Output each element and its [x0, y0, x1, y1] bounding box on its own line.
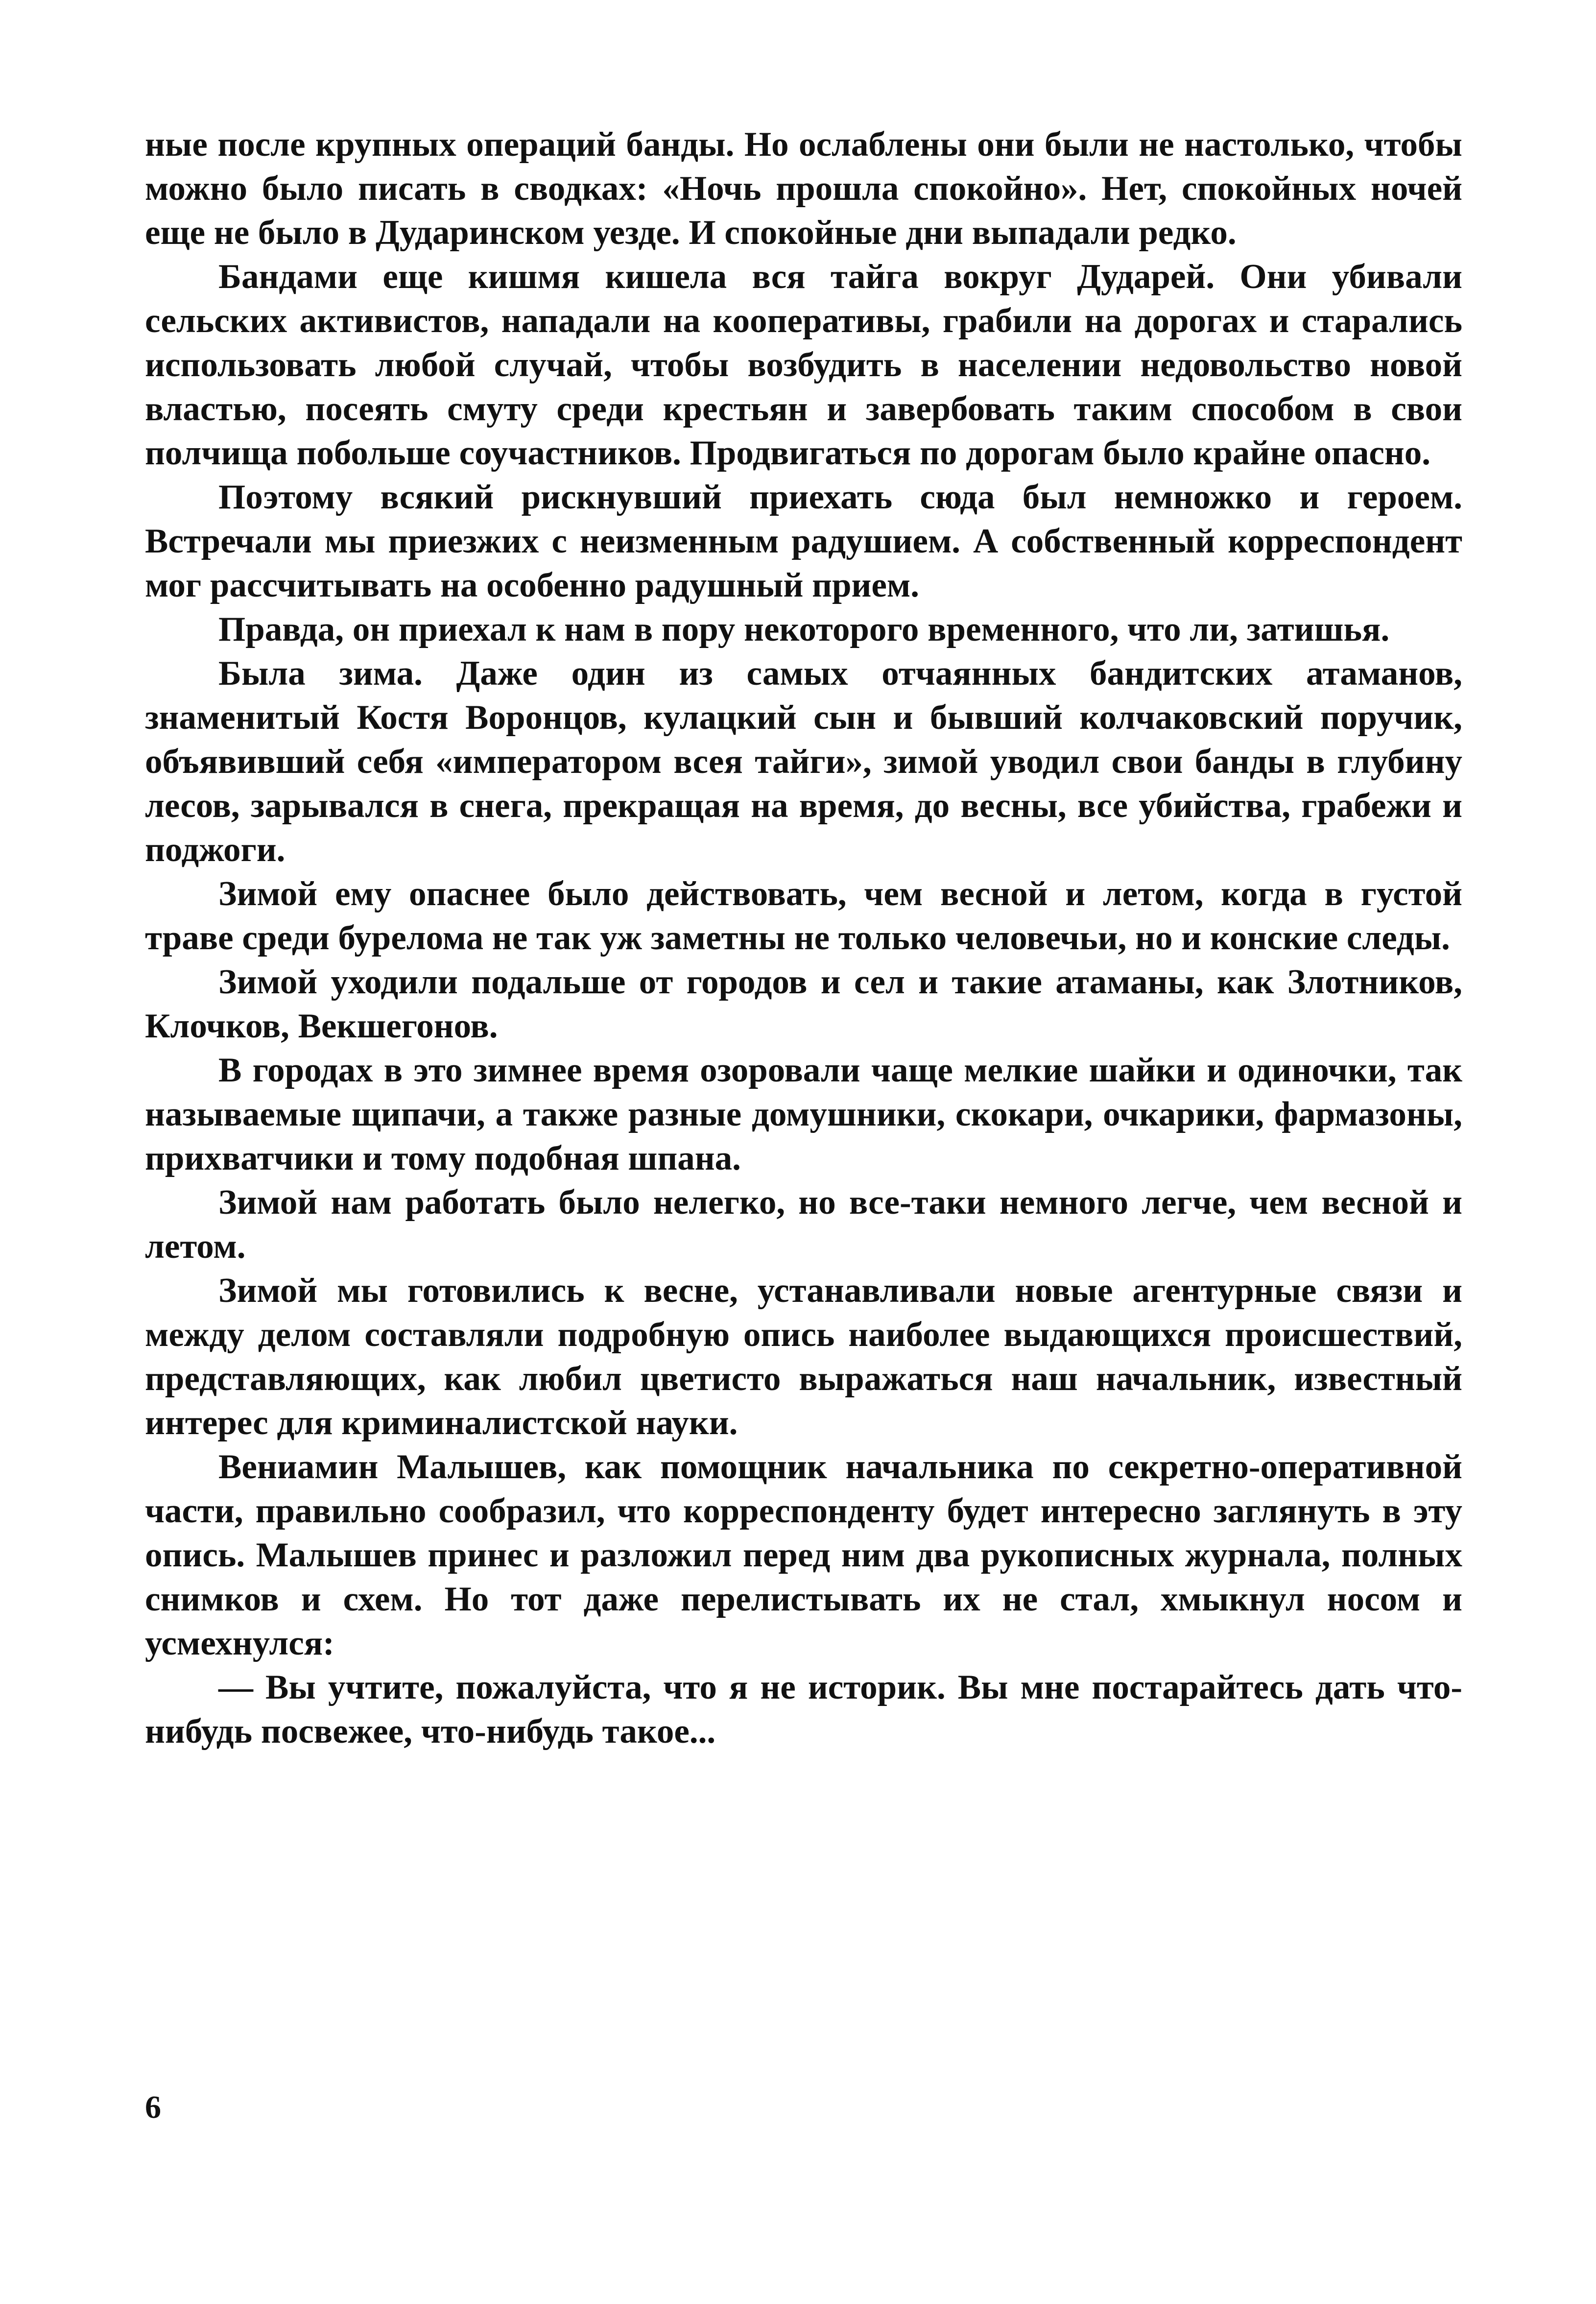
body-text	[145, 122, 1462, 1753]
paragraph: Бандами еще кишмя кишела вся тайга вокруг Дударей. Они убивали сельских активистов, нападали на кооперативы, грабили на дорогах и старались использовать любой случай, чтобы возбудить в населении недовольство новой властью, посеять смуту среди крестьян и завербовать таким способом в свои полчища побольше соучастников. Продвигаться по дорогам было крайне опасно.	[145, 258, 1462, 472]
paragraph: Зимой мы готовились к весне, устанавливали новые агентурные связи и между делом составляли подробную опись наиболее выдающихся происшествий, представляющих, как любил цветисто выражаться наш начальник, известный интерес для криминалистской науки.	[145, 1272, 1462, 1442]
paragraph-dialogue: — Вы учтите, пожалуйста, что я не историк. Вы мне постарайтесь дать что-нибудь посвежее, что-нибудь такое...	[145, 1668, 1462, 1751]
paragraph: Поэтому всякий рискнувший приехать сюда был немножко и героем. Встречали мы приезжих с неизменным радушием. А собственный корреспондент мог рассчитывать на особенно радушный прием.	[145, 478, 1462, 604]
paragraph: В городах в это зимнее время озоровали чаще мелкие шайки и одиночки, так называемые щипачи, а также разные домушники, скокари, очкарики, фармазоны, прихватчики и тому подобная шпана.	[145, 1051, 1462, 1177]
paragraph: Правда, он приехал к нам в пору некоторого временного, что ли, затишья.	[218, 610, 1390, 648]
paragraph: Была зима. Даже один из самых отчаянных бандитских атаманов, знаменитый Костя Воронцов, кулацкий сын и бывший колчаковский поручик, объявивший себя «императором всея тайги», зимой уводил свои банды в глубину лесов, зарывался в снега, прекращая на время, до весны, все убийства, грабежи и поджоги.	[145, 654, 1462, 869]
paragraph-continuation: ные после крупных операций банды. Но ослаблены они были не настолько, чтобы можно было писать в сводках: «Ночь прошла спокойно». Нет, спокойных ночей еще не было в Дударинском уезде. И спокойные дни выпадали редко.	[145, 125, 1462, 252]
paragraph: Вениамин Малышев, как помощник начальника по секретно-оперативной части, правильно сообразил, что корреспонденту будет интересно заглянуть в эту опись. Малышев принес и разложил перед ним два рукописных журнала, полных снимков и схем. Но тот даже перелистывать их не стал, хмыкнул носом и усмехнулся:	[145, 1448, 1462, 1662]
paragraph: Зимой уходили подальше от городов и сел и такие атаманы, как Злотников, Клочков, Векшегонов.	[145, 963, 1462, 1045]
page-number: 6	[145, 2089, 161, 2125]
paragraph: Зимой ему опаснее было действовать, чем весной и летом, когда в густой траве среди бурелома не так уж заметны не только человечьи, но и конские следы.	[145, 875, 1462, 957]
paragraph: Зимой нам работать было нелегко, но все-таки немного легче, чем весной и летом.	[145, 1183, 1462, 1266]
